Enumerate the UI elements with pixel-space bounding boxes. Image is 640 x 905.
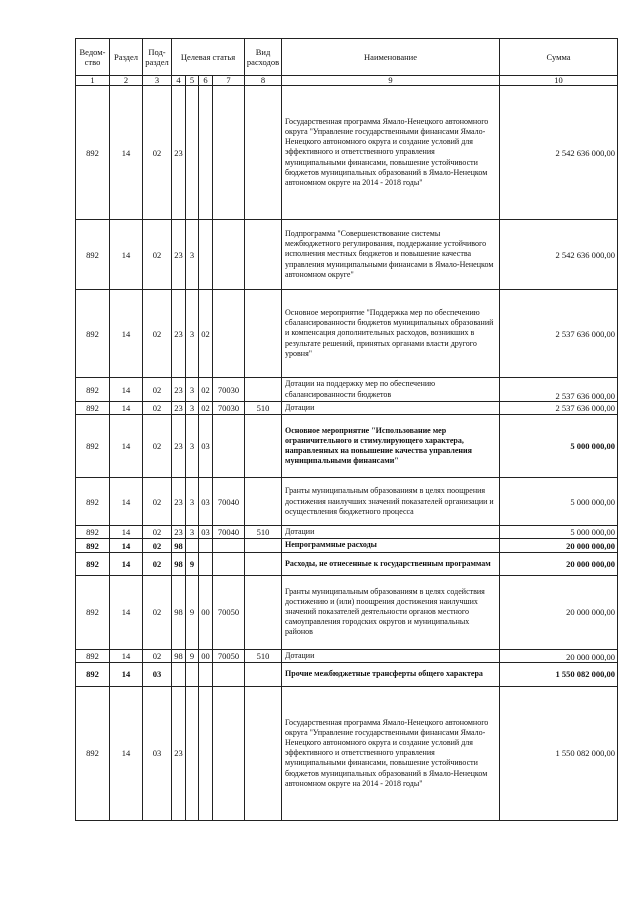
cell-podrazdel: 03: [143, 662, 172, 686]
cell-razdel: 14: [110, 290, 143, 378]
cell-vid-rashodov: [245, 575, 282, 649]
table-row: [76, 378, 618, 402]
table-row: [76, 86, 618, 220]
header-podrazdel: Под-раздел: [143, 39, 172, 76]
cell-podrazdel: 02: [143, 539, 172, 552]
cell-naimenovanie: Государственная программа Ямало-Ненецкого автономного округа "Управление государственными финансами Ямало-Ненецкого автономного округа и создание условий для эффективного и ответственного управления муниципальными финансами, повышение устойчивости бюджетов муниципальных образований в Ямало-Ненецком автономном округе на 2014 - 2018 годы": [282, 686, 500, 820]
header-celevaya-statya: Целевая статья: [172, 39, 245, 76]
column-number: 8: [245, 76, 282, 86]
cell-cel-event: 03: [199, 478, 213, 526]
cell-cel-program: 23: [172, 686, 186, 820]
cell-cel-program: 23: [172, 415, 186, 478]
cell-vedomstvo: 892: [76, 539, 110, 552]
cell-vid-rashodov: [245, 86, 282, 220]
column-number: 5: [186, 76, 199, 86]
cell-vedomstvo: 892: [76, 662, 110, 686]
cell-vid-rashodov: [245, 378, 282, 402]
cell-cel-subprogram: 3: [186, 402, 199, 415]
cell-summa: 1 550 082 000,00: [500, 662, 618, 686]
cell-naimenovanie: Основное мероприятие "Использование мер ограничительного и стимулирующего характера, направленных на повышение качества управления муниципальными финансами": [282, 415, 500, 478]
table-row: [76, 402, 618, 415]
column-number-row: [76, 76, 618, 86]
cell-naimenovanie: Основное мероприятие "Поддержка мер по обеспечению сбалансированности бюджетов муниципальных образований и компенсация дополнительных расходов, возникших в результате решений, принятых органами власти другого уровня": [282, 290, 500, 378]
column-number: 10: [500, 76, 618, 86]
cell-naimenovanie: Расходы, не отнесенные к государственным программам: [282, 552, 500, 575]
cell-vedomstvo: 892: [76, 575, 110, 649]
cell-cel-program: 98: [172, 649, 186, 662]
cell-cel-program: 23: [172, 478, 186, 526]
cell-cel-subprogram: 3: [186, 526, 199, 539]
cell-podrazdel: 02: [143, 402, 172, 415]
table-header-row: [76, 39, 618, 76]
cell-podrazdel: 02: [143, 575, 172, 649]
cell-cel-subprogram: 9: [186, 575, 199, 649]
cell-cel-event: 02: [199, 290, 213, 378]
cell-vid-rashodov: 510: [245, 526, 282, 539]
cell-cel-subprogram: 3: [186, 378, 199, 402]
cell-podrazdel: 02: [143, 478, 172, 526]
cell-vid-rashodov: [245, 552, 282, 575]
cell-podrazdel: 02: [143, 86, 172, 220]
cell-cel-direction: [213, 662, 245, 686]
cell-cel-direction: 70040: [213, 526, 245, 539]
cell-summa: 20 000 000,00: [500, 649, 618, 662]
cell-vedomstvo: 892: [76, 478, 110, 526]
cell-vid-rashodov: [245, 415, 282, 478]
cell-summa: 5 000 000,00: [500, 526, 618, 539]
cell-vedomstvo: 892: [76, 415, 110, 478]
cell-vedomstvo: 892: [76, 220, 110, 290]
cell-cel-subprogram: 3: [186, 290, 199, 378]
cell-razdel: 14: [110, 478, 143, 526]
cell-razdel: 14: [110, 539, 143, 552]
cell-cel-event: 00: [199, 575, 213, 649]
cell-razdel: 14: [110, 86, 143, 220]
cell-vedomstvo: 892: [76, 290, 110, 378]
table-row: [76, 575, 618, 649]
cell-cel-direction: [213, 415, 245, 478]
cell-cel-program: 98: [172, 539, 186, 552]
cell-naimenovanie: Дотации: [282, 649, 500, 662]
cell-summa: 2 537 636 000,00: [500, 378, 618, 402]
header-summa: Сумма: [500, 39, 618, 76]
cell-cel-program: 23: [172, 220, 186, 290]
cell-cel-event: [199, 552, 213, 575]
cell-vedomstvo: 892: [76, 649, 110, 662]
cell-cel-subprogram: [186, 686, 199, 820]
table-row: [76, 290, 618, 378]
cell-cel-subprogram: [186, 86, 199, 220]
cell-vid-rashodov: [245, 662, 282, 686]
cell-cel-program: 23: [172, 290, 186, 378]
cell-podrazdel: 02: [143, 378, 172, 402]
cell-vid-rashodov: [245, 539, 282, 552]
cell-naimenovanie: Дотации: [282, 526, 500, 539]
cell-cel-subprogram: [186, 662, 199, 686]
cell-cel-subprogram: 3: [186, 220, 199, 290]
column-number: 6: [199, 76, 213, 86]
cell-naimenovanie: Непрограммные расходы: [282, 539, 500, 552]
cell-summa: 5 000 000,00: [500, 415, 618, 478]
cell-cel-program: 23: [172, 86, 186, 220]
cell-cel-event: [199, 662, 213, 686]
cell-vedomstvo: 892: [76, 526, 110, 539]
cell-cel-subprogram: 9: [186, 552, 199, 575]
column-number: 4: [172, 76, 186, 86]
cell-vid-rashodov: [245, 220, 282, 290]
table-row: [76, 220, 618, 290]
cell-razdel: 14: [110, 686, 143, 820]
cell-summa: 2 542 636 000,00: [500, 220, 618, 290]
cell-razdel: 14: [110, 649, 143, 662]
cell-naimenovanie: Гранты муниципальным образованиям в целях содействия достижению и (или) поощрения достижения наилучших значений показателей деятельности органов местного самоуправления городских округов и муниципальных районов: [282, 575, 500, 649]
cell-vid-rashodov: 510: [245, 402, 282, 415]
cell-razdel: 14: [110, 415, 143, 478]
cell-naimenovanie: Дотации: [282, 402, 500, 415]
cell-cel-program: [172, 662, 186, 686]
header-naimenovanie: Наименование: [282, 39, 500, 76]
header-razdel: Раздел: [110, 39, 143, 76]
cell-summa: 1 550 082 000,00: [500, 686, 618, 820]
cell-cel-subprogram: [186, 539, 199, 552]
cell-summa: 2 542 636 000,00: [500, 86, 618, 220]
cell-cel-direction: 70030: [213, 378, 245, 402]
cell-cel-subprogram: 9: [186, 649, 199, 662]
cell-razdel: 14: [110, 552, 143, 575]
cell-cel-program: 23: [172, 402, 186, 415]
cell-naimenovanie: Дотации на поддержку мер по обеспечению сбалансированности бюджетов: [282, 378, 500, 402]
cell-vid-rashodov: [245, 686, 282, 820]
cell-summa: 2 537 636 000,00: [500, 290, 618, 378]
header-ved: Ведом-ство: [76, 39, 110, 76]
cell-razdel: 14: [110, 526, 143, 539]
cell-naimenovanie: Прочие межбюджетные трансферты общего характера: [282, 662, 500, 686]
cell-cel-direction: [213, 552, 245, 575]
cell-razdel: 14: [110, 378, 143, 402]
cell-podrazdel: 03: [143, 686, 172, 820]
cell-summa: 20 000 000,00: [500, 575, 618, 649]
cell-podrazdel: 02: [143, 649, 172, 662]
cell-vedomstvo: 892: [76, 686, 110, 820]
cell-summa: 20 000 000,00: [500, 539, 618, 552]
cell-cel-subprogram: 3: [186, 415, 199, 478]
column-number: 7: [213, 76, 245, 86]
cell-razdel: 14: [110, 402, 143, 415]
column-number: 2: [110, 76, 143, 86]
cell-cel-subprogram: 3: [186, 478, 199, 526]
cell-podrazdel: 02: [143, 526, 172, 539]
cell-cel-event: 03: [199, 415, 213, 478]
cell-cel-direction: [213, 220, 245, 290]
table-row: [76, 526, 618, 539]
cell-podrazdel: 02: [143, 552, 172, 575]
cell-cel-event: [199, 539, 213, 552]
cell-naimenovanie: Государственная программа Ямало-Ненецкого автономного округа "Управление государственными финансами Ямало-Ненецкого автономного округа и создание условий для эффективного и ответственного управления муниципальными финансами, повышение устойчивости бюджетов муниципальных образований в Ямало-Ненецком автономном округе на 2014 - 2018 годы": [282, 86, 500, 220]
cell-cel-program: 98: [172, 575, 186, 649]
cell-cel-event: [199, 686, 213, 820]
cell-vid-rashodov: [245, 478, 282, 526]
cell-vid-rashodov: [245, 290, 282, 378]
table-row: [76, 686, 618, 820]
cell-razdel: 14: [110, 575, 143, 649]
budget-table: [75, 38, 618, 821]
table-row: [76, 478, 618, 526]
cell-cel-direction: 70030: [213, 402, 245, 415]
table-row: [76, 552, 618, 575]
cell-podrazdel: 02: [143, 220, 172, 290]
cell-cel-direction: 70050: [213, 649, 245, 662]
cell-naimenovanie: Гранты муниципальным образованиям в целях поощрения достижения наилучших значений показателей организации и осуществления бюджетного процесса: [282, 478, 500, 526]
table-row: [76, 415, 618, 478]
column-number: 9: [282, 76, 500, 86]
cell-podrazdel: 02: [143, 290, 172, 378]
table-row: [76, 662, 618, 686]
cell-cel-direction: [213, 86, 245, 220]
cell-cel-direction: 70050: [213, 575, 245, 649]
cell-cel-event: 02: [199, 402, 213, 415]
cell-vedomstvo: 892: [76, 86, 110, 220]
cell-naimenovanie: Подпрограмма "Совершенствование системы межбюджетного регулирования, поддержание устойчивого исполнения местных бюджетов и повышение качества управления муниципальными финансами в Ямало-Ненецком автономном округе": [282, 220, 500, 290]
cell-cel-direction: [213, 686, 245, 820]
cell-razdel: 14: [110, 662, 143, 686]
cell-cel-direction: [213, 539, 245, 552]
cell-cel-event: 00: [199, 649, 213, 662]
cell-summa: 5 000 000,00: [500, 478, 618, 526]
header-vid-rashodov: Вид расходов: [245, 39, 282, 76]
cell-cel-event: 03: [199, 526, 213, 539]
cell-podrazdel: 02: [143, 415, 172, 478]
cell-vid-rashodov: 510: [245, 649, 282, 662]
cell-vedomstvo: 892: [76, 378, 110, 402]
cell-cel-program: 23: [172, 378, 186, 402]
cell-vedomstvo: 892: [76, 552, 110, 575]
table-body: [76, 86, 618, 821]
cell-cel-event: [199, 220, 213, 290]
column-number: 1: [76, 76, 110, 86]
cell-cel-event: [199, 86, 213, 220]
cell-summa: 20 000 000,00: [500, 552, 618, 575]
cell-cel-event: 02: [199, 378, 213, 402]
cell-razdel: 14: [110, 220, 143, 290]
cell-summa: 2 537 636 000,00: [500, 402, 618, 415]
cell-cel-direction: [213, 290, 245, 378]
cell-vedomstvo: 892: [76, 402, 110, 415]
column-number: 3: [143, 76, 172, 86]
table-row: [76, 649, 618, 662]
cell-cel-program: 98: [172, 552, 186, 575]
cell-cel-direction: 70040: [213, 478, 245, 526]
cell-cel-program: 23: [172, 526, 186, 539]
table-row: [76, 539, 618, 552]
budget-table-sheet: [75, 38, 617, 821]
